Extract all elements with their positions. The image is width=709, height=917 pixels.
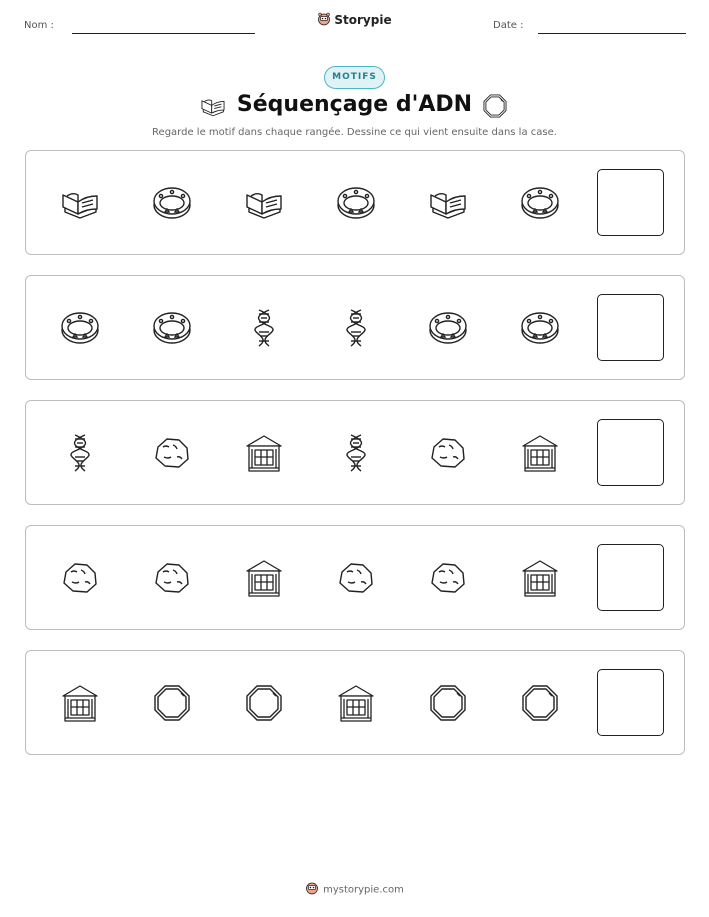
pattern-row <box>25 150 685 255</box>
ring-icon <box>519 183 561 223</box>
dna-icon <box>335 308 377 348</box>
octagon-icon <box>151 683 193 723</box>
storypie-logo-icon <box>305 881 319 898</box>
ring-icon <box>519 308 561 348</box>
book-icon <box>243 183 285 223</box>
building-icon <box>243 433 285 473</box>
ring-icon <box>151 308 193 348</box>
rock-icon <box>427 433 469 473</box>
pattern-row <box>25 400 685 505</box>
building-icon <box>335 683 377 723</box>
building-icon <box>59 683 101 723</box>
brand-logo <box>0 12 709 29</box>
answer-box[interactable] <box>597 294 664 361</box>
answer-box[interactable] <box>597 669 664 736</box>
name-line[interactable] <box>72 33 255 34</box>
ring-icon <box>151 183 193 223</box>
building-icon <box>519 433 561 473</box>
book-icon <box>59 183 101 223</box>
ring-icon <box>427 308 469 348</box>
pattern-row <box>25 525 685 630</box>
page-title: Séquençage d'ADN <box>236 92 473 117</box>
dna-icon <box>335 433 377 473</box>
brand-name: Storypie <box>334 13 392 27</box>
book-icon <box>427 183 469 223</box>
building-icon <box>243 558 285 598</box>
answer-box[interactable] <box>597 169 664 236</box>
date-line[interactable] <box>538 33 686 34</box>
rock-icon <box>151 558 193 598</box>
pattern-row <box>25 650 685 755</box>
name-label: Nom : <box>24 20 54 31</box>
footer-url[interactable]: mystorypie.com <box>323 884 404 896</box>
instructions: Regarde le motif dans chaque rangée. Dessine ce qui vient ensuite dans la case. <box>152 127 557 138</box>
octagon-icon <box>243 683 285 723</box>
octagon-icon <box>480 93 510 123</box>
dna-icon <box>243 308 285 348</box>
ring-icon <box>59 308 101 348</box>
rock-icon <box>335 558 377 598</box>
storypie-logo-icon <box>317 12 331 29</box>
rock-icon <box>151 433 193 473</box>
category-badge: MOTIFS <box>324 66 385 89</box>
rock-icon <box>59 558 101 598</box>
building-icon <box>519 558 561 598</box>
ring-icon <box>335 183 377 223</box>
answer-box[interactable] <box>597 544 664 611</box>
dna-icon <box>59 433 101 473</box>
answer-box[interactable] <box>597 419 664 486</box>
date-label: Date : <box>493 20 524 31</box>
rock-icon <box>427 558 469 598</box>
pattern-row <box>25 275 685 380</box>
octagon-icon <box>427 683 469 723</box>
footer <box>0 881 709 898</box>
octagon-icon <box>519 683 561 723</box>
